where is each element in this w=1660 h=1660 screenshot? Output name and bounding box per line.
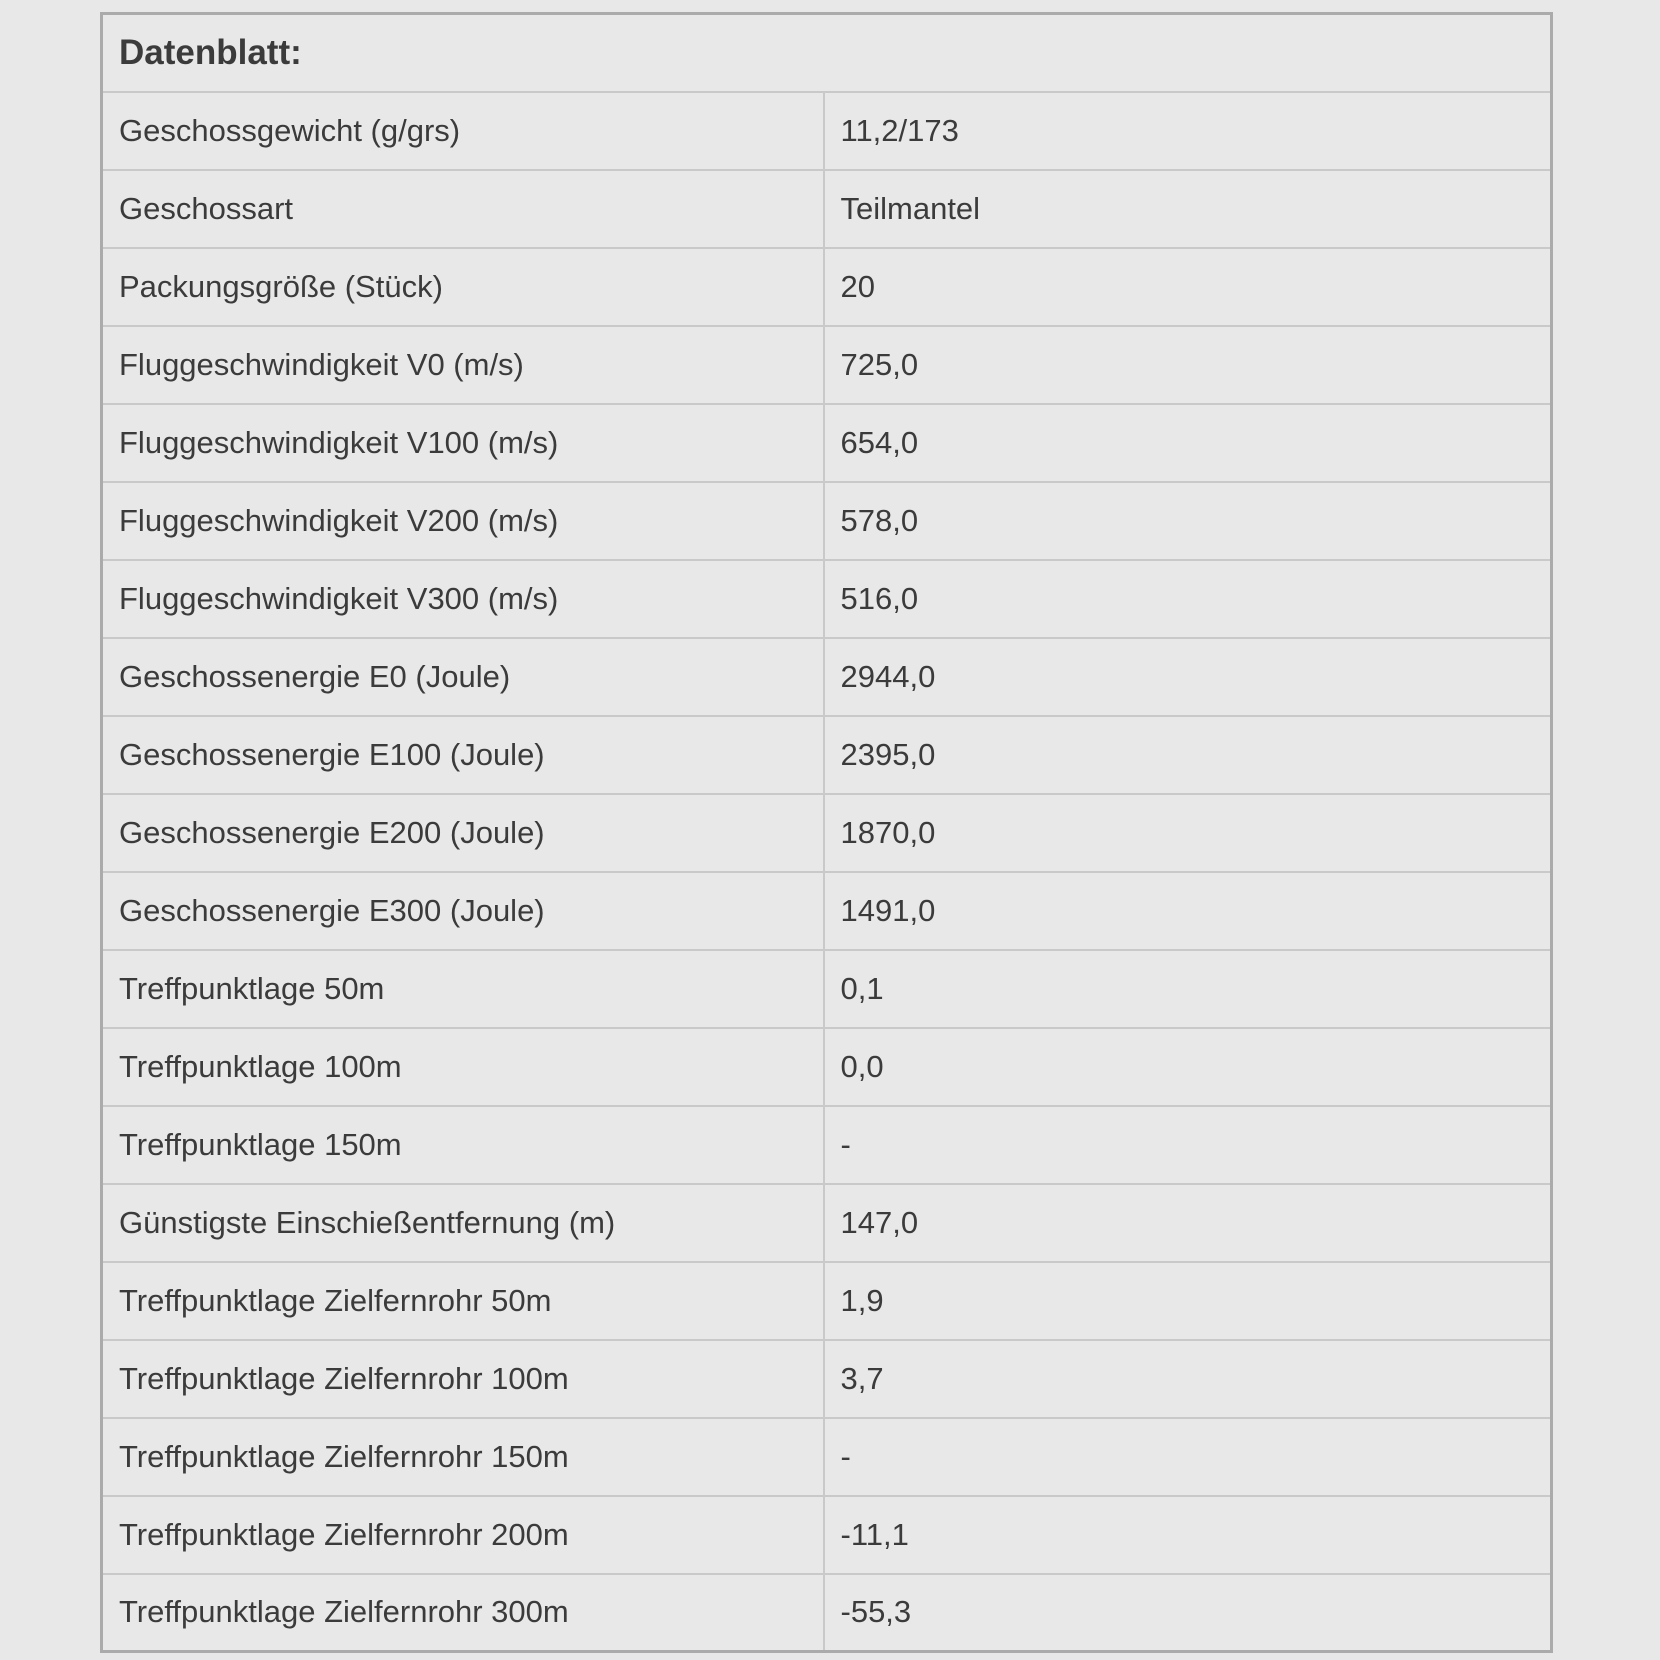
table-row [102,92,1552,170]
row-label-cell: Geschossenergie E100 (Joule) [102,716,824,794]
table-row [102,1028,1552,1106]
row-value-cell: 3,7 [824,1340,1552,1418]
row-label-cell: Treffpunktlage 50m [102,950,824,1028]
row-value-cell: 20 [824,248,1552,326]
row-label-cell: Fluggeschwindigkeit V0 (m/s) [102,326,824,404]
row-value-cell: -11,1 [824,1496,1552,1574]
table-row [102,1262,1552,1340]
table-row [102,170,1552,248]
row-value-cell: -55,3 [824,1574,1552,1652]
table-row [102,560,1552,638]
row-value-cell: - [824,1106,1552,1184]
table-row [102,326,1552,404]
row-value-cell: 1491,0 [824,872,1552,950]
row-value-cell: 2944,0 [824,638,1552,716]
row-value-cell: 11,2/173 [824,92,1552,170]
table-row [102,716,1552,794]
row-label-cell: Treffpunktlage 150m [102,1106,824,1184]
table-row [102,872,1552,950]
table-row [102,638,1552,716]
row-label-cell: Treffpunktlage Zielfernrohr 200m [102,1496,824,1574]
row-label-cell: Treffpunktlage Zielfernrohr 50m [102,1262,824,1340]
row-value-cell: 725,0 [824,326,1552,404]
table-row [102,1496,1552,1574]
row-label-cell: Geschossenergie E300 (Joule) [102,872,824,950]
table-row [102,1184,1552,1262]
row-value-cell: - [824,1418,1552,1496]
table-title: Datenblatt: [102,14,1552,92]
row-value-cell: 0,1 [824,950,1552,1028]
table-row [102,1418,1552,1496]
table-row [102,248,1552,326]
row-label-cell: Treffpunktlage Zielfernrohr 150m [102,1418,824,1496]
row-label-cell: Fluggeschwindigkeit V100 (m/s) [102,404,824,482]
row-value-cell: 2395,0 [824,716,1552,794]
datenblatt-table [100,12,1553,1653]
row-value-cell: 1,9 [824,1262,1552,1340]
row-label-cell: Geschossenergie E200 (Joule) [102,794,824,872]
row-value-cell: 0,0 [824,1028,1552,1106]
table-row [102,1106,1552,1184]
table-row [102,404,1552,482]
row-label-cell: Geschossgewicht (g/grs) [102,92,824,170]
table-row [102,1340,1552,1418]
row-value-cell: 578,0 [824,482,1552,560]
row-value-cell: 1870,0 [824,794,1552,872]
row-label-cell: Geschossenergie E0 (Joule) [102,638,824,716]
table-row [102,482,1552,560]
row-label-cell: Fluggeschwindigkeit V200 (m/s) [102,482,824,560]
row-value-cell: 654,0 [824,404,1552,482]
row-label-cell: Treffpunktlage Zielfernrohr 100m [102,1340,824,1418]
row-label-cell: Packungsgröße (Stück) [102,248,824,326]
table-row [102,794,1552,872]
row-label-cell: Geschossart [102,170,824,248]
row-label-cell: Treffpunktlage Zielfernrohr 300m [102,1574,824,1652]
table-title-row [102,14,1552,92]
row-value-cell: 147,0 [824,1184,1552,1262]
row-label-cell: Fluggeschwindigkeit V300 (m/s) [102,560,824,638]
table-row [102,1574,1552,1652]
table-row [102,950,1552,1028]
row-label-cell: Treffpunktlage 100m [102,1028,824,1106]
row-value-cell: 516,0 [824,560,1552,638]
row-label-cell: Günstigste Einschießentfernung (m) [102,1184,824,1262]
row-value-cell: Teilmantel [824,170,1552,248]
